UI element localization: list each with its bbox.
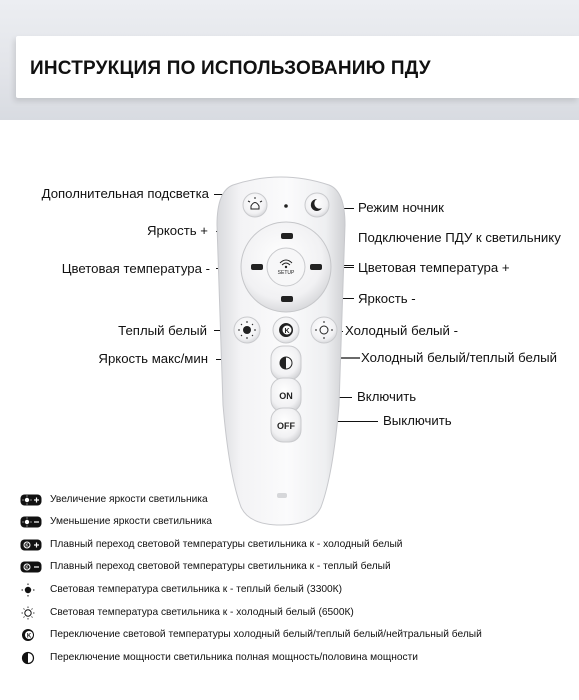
label-night-mode: Режим ночник <box>358 200 444 215</box>
legend-text: Световая температура светильника к - теплый белый (3300К) <box>50 584 343 595</box>
svg-text:K: K <box>25 565 29 571</box>
label-color-temp-plus: Цветовая температура + <box>358 260 510 275</box>
legend-text: Плавный переход световой температуры светильника к - теплый белый <box>50 561 391 572</box>
svg-text:K: K <box>26 633 32 640</box>
label-warm-white: Теплый белый <box>118 323 207 338</box>
legend-text: Плавный переход световой температуры светильника к - холодный белый <box>50 539 403 550</box>
legend-text: Световая температура светильника к - холодный белый (6500К) <box>50 607 354 618</box>
label-turn-on: Включить <box>357 389 417 404</box>
header-band <box>0 0 579 120</box>
half-power-icon <box>20 651 42 665</box>
label-additional-light: Дополнительная подсветка <box>41 186 209 201</box>
label-brightness-max-min: Яркость макс/мин <box>98 351 208 366</box>
setup-text: SETUP <box>277 270 295 276</box>
legend-text: Переключение световой температуры холодный белый/теплый белый/нейтральный белый <box>50 629 482 640</box>
brightness-up-icon <box>20 493 42 507</box>
legend-text: Уменьшение яркости светильника <box>50 516 212 527</box>
cold-sun-icon <box>20 606 42 620</box>
label-cold-warm-white: Холодный белый/теплый белый <box>361 350 557 365</box>
label-turn-off: Выключить <box>383 413 452 428</box>
brightness-down-icon <box>20 515 42 529</box>
temp-to-cold-icon <box>20 538 42 552</box>
legend-text: Увеличение яркости светильника <box>50 494 208 505</box>
on-text: ON <box>279 391 293 401</box>
label-brightness-minus: Яркость - <box>358 291 416 306</box>
k-switch-icon <box>20 628 42 642</box>
label-pairing: Подключение ПДУ к светильнику <box>358 230 561 245</box>
svg-text:K: K <box>25 543 29 549</box>
off-text: OFF <box>277 421 295 431</box>
temp-to-warm-icon <box>20 560 42 574</box>
warm-sun-icon <box>20 583 42 597</box>
label-color-temp-minus: Цветовая температура - <box>61 261 210 276</box>
page-title: ИНСТРУКЦИЯ ПО ИСПОЛЬЗОВАНИЮ ПДУ <box>30 58 431 79</box>
k-text: K <box>284 328 290 335</box>
label-brightness-plus: Яркость + <box>147 223 208 238</box>
remote-control <box>213 175 349 527</box>
label-cold-white-minus: Холодный белый - <box>345 323 458 338</box>
legend-text: Переключение мощности светильника полная мощность/половина мощности <box>50 652 418 663</box>
